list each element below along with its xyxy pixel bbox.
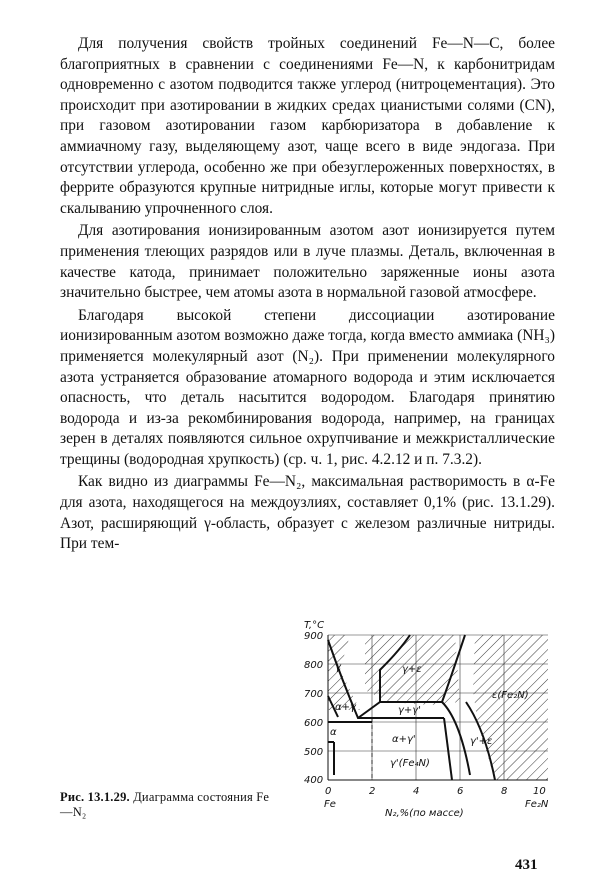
region-gammap-eps: γ'+ε [470, 736, 493, 747]
region-gamma-gammap: γ+γ' [398, 705, 421, 716]
fe-n-phase-diagram [290, 610, 560, 820]
page-number: 431 [515, 857, 538, 873]
x-axis-label: N₂,%(по массе) [385, 808, 464, 819]
region-eps: ε(Fe₂N) [492, 690, 529, 701]
paragraph-4: Как видно из диаграммы Fe—N₂, максимальная растворимость в α-Fe для азота, находящегося на междоузлиях, составляет 0,1% (рис. 13.1.29). Азот, расширяющий γ-область, образует с железом различные нитриды. При тем- [60, 473, 555, 553]
x-tick-4: 4 [413, 786, 420, 797]
body-text [60, 34, 555, 557]
hatched-regions [328, 635, 548, 780]
y-tick-700: 700 [304, 689, 324, 700]
y-tick-500: 500 [304, 747, 324, 758]
x-left-label: Fe [324, 799, 336, 810]
x-tick-10: 10 [533, 786, 546, 797]
paragraph-3: Благодаря высокой степени диссоциации азотирование ионизированным азотом возможно даже тогда, когда вместо аммиака (NH₃) применяется молекулярный азот (N₂). При применении молекулярного азота устраняется образование атомарного водорода и этим исключается опасность, что деталь насытится водородом. Благодаря принятию водорода и из-за рекомбинирования водорода, например, на границах зерен в деталях появляются сильное охрупчивание и межкристаллические трещины (водородная хрупкость) (ср. ч. 1, рис. 4.2.12 и п. 7.3.2). [60, 306, 555, 468]
x-tick-2: 2 [369, 786, 376, 797]
y-tick-800: 800 [304, 660, 324, 671]
y-axis-label: T,°C [304, 620, 325, 631]
y-tick-600: 600 [304, 718, 324, 729]
paragraph-2: Для азотирования ионизированным азотом азот ионизируется путем применения тлеющих разрядов или в луче плазмы. Деталь, включенная в качестве катода, принимает положительно заряженные ионы азота значительно быстрее, чем атомы азота в нормальной газовой атмосфере. [60, 222, 555, 302]
region-gammap: γ'(Fe₄N) [390, 758, 430, 769]
x-tick-0: 0 [325, 786, 332, 797]
figure-caption [60, 790, 270, 820]
region-alpha: α [330, 727, 337, 738]
x-tick-8: 8 [501, 786, 508, 797]
paragraph-1: Для получения свойств тройных соединений Fe—N—C, более благоприятных в сравнении с соединениями Fe—N, к карбонитридам одновременно с азотом подводится также углерод (нитроцементация). Это происходит при азотировании в жидких средах цианистыми солями (CN), при газовом азотировании газом карбюризатора в добавление к аммиачному газу, выделяющему азот, чаще всего в виде эндогаза. При отсутствии углерода, особенно же при обезуглероженных поверхностях, в феррите образуются крупные нитридные иглы, которые могут привести к скалыванию упрочненного слоя. [60, 35, 555, 217]
region-gamma-eps: γ+ε [402, 664, 422, 675]
region-alpha-gamma: α+γ [335, 702, 356, 713]
x-right-label: Fe₂N [525, 799, 549, 810]
caption-text: Диаграмма состояния Fe—N₂ [60, 790, 270, 819]
region-alpha-gammap: α+γ' [392, 734, 416, 745]
x-tick-6: 6 [457, 786, 464, 797]
caption-label: Рис. 13.1.29. [60, 790, 130, 804]
region-gamma: γ [335, 662, 341, 673]
y-tick-900: 900 [304, 631, 324, 642]
y-tick-400: 400 [304, 775, 324, 786]
